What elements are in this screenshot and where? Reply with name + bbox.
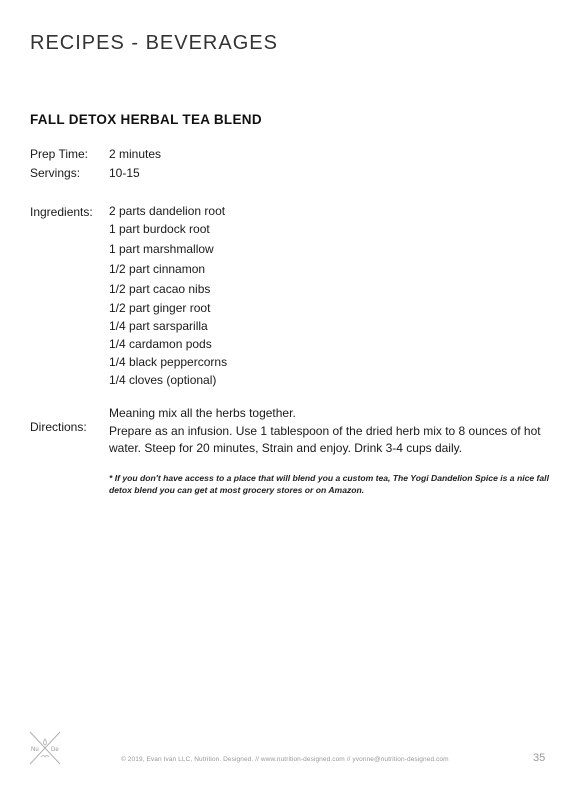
ingredients-label: Ingredients: bbox=[30, 205, 93, 219]
ingredient-item: 1/4 cardamon pods bbox=[109, 337, 212, 351]
logo-left-text: Nu bbox=[31, 747, 39, 753]
servings-label: Servings: bbox=[30, 166, 81, 180]
prep-time-value: 2 minutes bbox=[109, 147, 162, 161]
section-title: RECIPES - BEVERAGES bbox=[30, 32, 278, 54]
footer-copyright: © 2019, Evan Ivan LLC, Nutrition. Designed. // www.nutrition-designed.com // yvonne@nutrition-designed.com bbox=[121, 756, 449, 763]
recipe-title: FALL DETOX HERBAL TEA BLEND bbox=[30, 112, 262, 127]
recipe-note: * If you don't have access to a place that will blend you a custom tea, The Yogi Dandelion Spice is a nice fall detox blend you can get at most grocery stores or on Amazon. bbox=[109, 473, 549, 495]
ingredient-item: 1/4 part sarsparilla bbox=[109, 319, 208, 333]
ingredients-list bbox=[109, 203, 227, 389]
ingredient-item: 1 part marshmallow bbox=[109, 242, 214, 256]
directions-label: Directions: bbox=[30, 420, 87, 434]
brand-logo bbox=[28, 730, 62, 766]
logo-mark-icon bbox=[28, 730, 62, 766]
prep-time-label: Prep Time: bbox=[30, 147, 89, 161]
ingredient-item: 1/2 part cacao nibs bbox=[109, 282, 211, 296]
ingredient-item: 1/4 black peppercorns bbox=[109, 355, 228, 369]
directions-step: Meaning mix all the herbs together. bbox=[109, 406, 296, 420]
directions-step: Prepare as an infusion. Use 1 tablespoon of the dried herb mix to 8 ounces of hot water. Steep for 20 minutes, Strain and enjoy. Drink 3-4 cups daily. bbox=[109, 423, 541, 455]
directions-text bbox=[109, 405, 549, 458]
ingredient-item: 1/4 cloves (optional) bbox=[109, 373, 217, 387]
logo-right-text: De bbox=[51, 747, 59, 753]
page-number: 35 bbox=[533, 752, 546, 764]
ingredient-item: 1/2 part ginger root bbox=[109, 301, 211, 315]
ingredient-item: 2 parts dandelion root bbox=[109, 204, 226, 218]
ingredient-item: 1 part burdock root bbox=[109, 222, 210, 236]
ingredient-item: 1/2 part cinnamon bbox=[109, 262, 206, 276]
servings-value: 10-15 bbox=[109, 166, 140, 180]
